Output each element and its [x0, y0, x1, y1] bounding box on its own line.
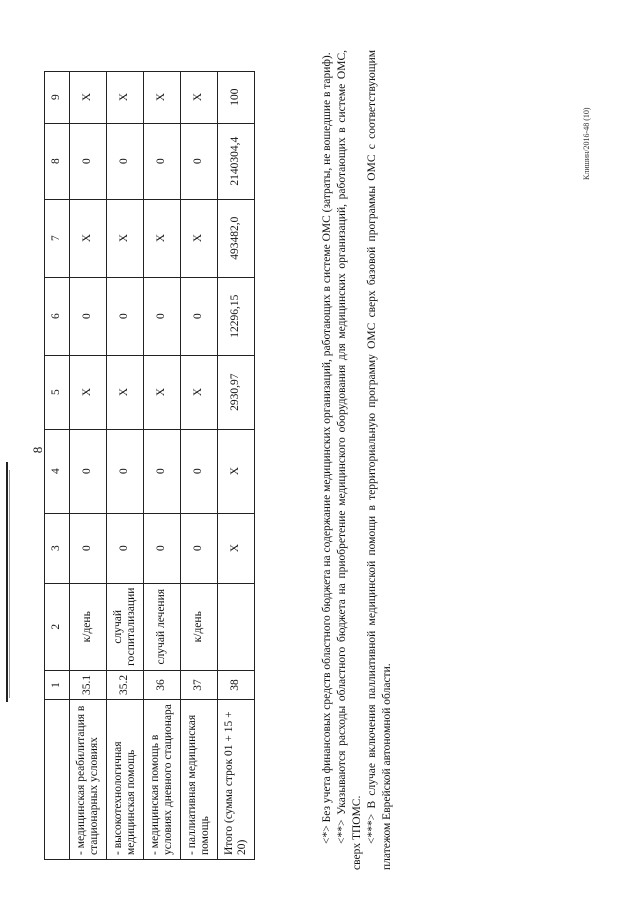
header-cell: 3 [45, 513, 70, 583]
table-cell: X [107, 71, 144, 123]
table-row [70, 71, 107, 859]
table-cell: X [70, 355, 107, 429]
table-cell: 36 [144, 670, 181, 699]
table-cell: 0 [107, 429, 144, 513]
table-cell: 0 [181, 277, 218, 355]
table-cell: 0 [181, 123, 218, 199]
footnotes [320, 50, 395, 870]
table-cell: 0 [70, 123, 107, 199]
rotated-document-page [30, 20, 610, 880]
document-code: Клишин/2016-48 (10) [582, 107, 591, 180]
table-cell: X [144, 71, 181, 123]
table-cell: 38 [218, 670, 255, 699]
table-cell: 0 [107, 123, 144, 199]
row-label-cell: Итого (сумма строк 01 + 15 + 20) [218, 700, 255, 860]
table-cell: X [107, 199, 144, 277]
table-cell: 0 [144, 513, 181, 583]
table-cell: X [70, 199, 107, 277]
table-cell: X [144, 355, 181, 429]
table-cell: 35.1 [70, 670, 107, 699]
header-cell: 6 [45, 277, 70, 355]
table-cell: 0 [144, 429, 181, 513]
table-cell: 0 [181, 513, 218, 583]
table-cell: к/день [70, 583, 107, 670]
row-label-cell: - медицинская помощь в условиях дневного стационара [144, 700, 181, 860]
header-cell: 5 [45, 355, 70, 429]
table-cell: 0 [70, 277, 107, 355]
header-cell: 8 [45, 123, 70, 199]
table-cell: 0 [107, 277, 144, 355]
table-cell: X [107, 355, 144, 429]
table-cell: X [70, 71, 107, 123]
row-label-cell: - медицинская реабилитация в стационарных условиях [70, 700, 107, 860]
table-cell: 100 [218, 71, 255, 123]
table-cell [218, 583, 255, 670]
table-cell: 12296,15 [218, 277, 255, 355]
table-cell: 2930,97 [218, 355, 255, 429]
table-cell: X [181, 355, 218, 429]
scan-edge-shadow [9, 470, 10, 698]
table-cell: 0 [70, 513, 107, 583]
row-label-cell: - паллиативная медицинская помощь [181, 700, 218, 860]
table-cell: 0 [70, 429, 107, 513]
table-header-row [45, 71, 70, 859]
table-cell: 0 [144, 123, 181, 199]
header-cell [45, 700, 70, 860]
header-cell: 2 [45, 583, 70, 670]
table-cell: X [218, 513, 255, 583]
table-cell: 2140304,4 [218, 123, 255, 199]
table-cell: 0 [144, 277, 181, 355]
table-row [107, 71, 144, 859]
table-cell: 493482,0 [218, 199, 255, 277]
table-cell: случай госпитализации [107, 583, 144, 670]
header-cell: 1 [45, 670, 70, 699]
footnote-2: <**> Указываются расходы областного бюджета на приобретение медицинского оборудования для медицинских организаций, работающих в системе ОМС, сверх ТПОМС. [335, 50, 363, 870]
header-cell: 7 [45, 199, 70, 277]
footnote-3: <***> В случае включения паллиативной медицинской помощи в территориальную программу ОМС сверх базовой программы ОМС с соответствующим платежом Еврейской автономной области. [365, 50, 393, 870]
table-cell: X [181, 199, 218, 277]
financing-table [44, 71, 255, 860]
row-label-cell: - высокотехнологичная медицинская помощь [107, 700, 144, 860]
table-row [218, 71, 255, 859]
table-cell: 35.2 [107, 670, 144, 699]
table-row [181, 71, 218, 859]
page-number: 8 [30, 446, 45, 454]
table-cell: к/день [181, 583, 218, 670]
table-cell: 37 [181, 670, 218, 699]
table-row [144, 71, 181, 859]
scan-edge-line [6, 462, 8, 702]
header-cell: 9 [45, 71, 70, 123]
table-cell: X [218, 429, 255, 513]
header-cell: 4 [45, 429, 70, 513]
table-cell: случай лечения [144, 583, 181, 670]
footnote-1: <*> Без учета финансовых средств областного бюджета на содержание медицинских организаций, работающих в системе ОМС (затраты, не вошедшие в тариф). [321, 52, 333, 844]
table-cell: 0 [107, 513, 144, 583]
table-cell: X [144, 199, 181, 277]
table-cell: X [181, 71, 218, 123]
table-cell: 0 [181, 429, 218, 513]
